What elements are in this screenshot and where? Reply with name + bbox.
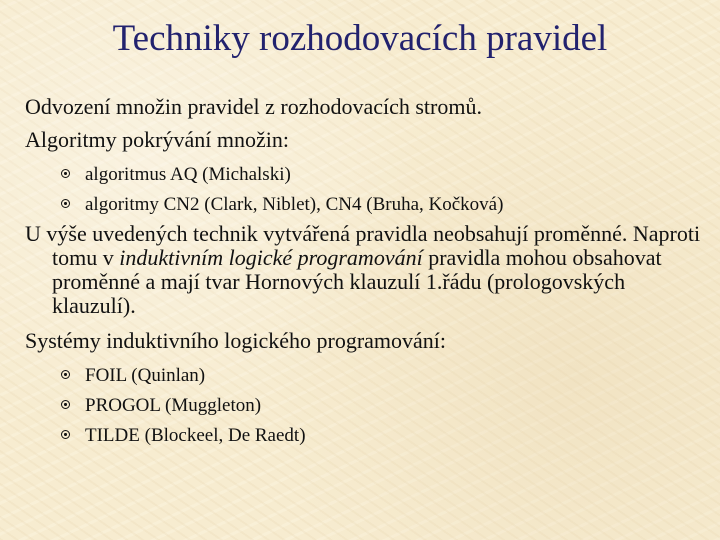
- ilp-systems-list: [25, 361, 705, 451]
- list-item: [61, 361, 705, 391]
- list-item-text: algoritmy CN2 (Clark, Niblet), CN4 (Bruha, Kočková): [85, 194, 504, 215]
- list-item: [61, 391, 705, 421]
- list-item: [61, 421, 705, 451]
- para-text-italic: induktivním logické programování: [119, 245, 423, 270]
- bullet-icon: [61, 169, 70, 178]
- bullet-icon: [61, 400, 70, 409]
- text-covering-algorithms: Algoritmy pokrývání množin:: [25, 127, 289, 152]
- list-item-text: TILDE (Blockeel, De Raedt): [85, 425, 306, 446]
- list-item: [61, 190, 705, 220]
- covering-algorithms-list: [25, 160, 705, 220]
- bullet-icon: [61, 199, 70, 208]
- list-item-text: algoritmus AQ (Michalski): [85, 164, 291, 185]
- text-ilp-paragraph: [25, 222, 705, 318]
- slide-body: [25, 90, 705, 451]
- text-derivation-from-trees: Odvození množin pravidel z rozhodovacích stromů.: [25, 94, 482, 119]
- text-ilp-systems: Systémy induktivního logického programování:: [25, 328, 447, 353]
- list-item-text: FOIL (Quinlan): [85, 365, 206, 386]
- list-item-text: PROGOL (Muggleton): [85, 395, 262, 416]
- bullet-icon: [61, 370, 70, 379]
- para-text-before: U výše uvedených technik vytvářená pravidla neobsahují proměnné. Naproti tomu v: [25, 221, 701, 270]
- para-text-after: pravidla mohou obsahovat proměnné a mají tvar Hornových klauzulí 1.řádu (prologovských klauzulí).: [52, 245, 662, 318]
- bullet-icon: [61, 430, 70, 439]
- list-item: [61, 160, 705, 190]
- slide-title: Techniky rozhodovacích pravidel: [112, 18, 608, 59]
